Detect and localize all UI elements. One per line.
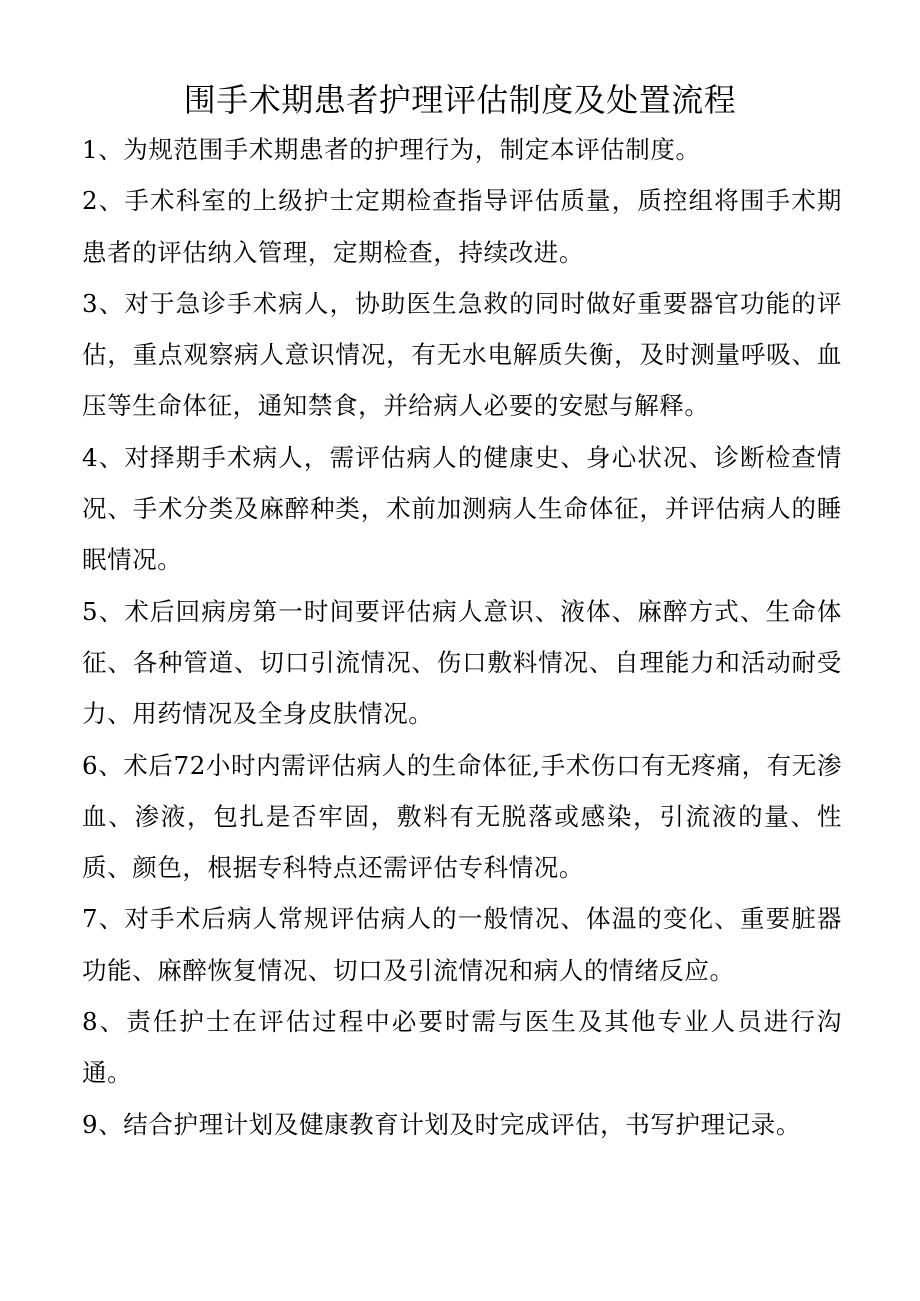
page-title: 围手术期患者护理评估制度及处置流程 <box>183 81 737 119</box>
regulation-item-2: 2、手术科室的上级护士定期检查指导评估质量，质控组将围手术期患者的评估纳入管理，定期检查，持续改进。 <box>82 186 842 267</box>
regulation-item-5: 5、术后回病房第一时间要评估病人意识、液体、麻醉方式、生命体征、各种管道、切口引流情况、伤口敷料情况、自理能力和活动耐受力、用药情况及全身皮肤情况。 <box>82 596 842 729</box>
regulation-item-4: 4、对择期手术病人，需评估病人的健康史、身心状况、诊断检查情况、手术分类及麻醉种类，术前加测病人生命体征，并评估病人的睡眠情况。 <box>82 442 842 575</box>
regulation-list <box>82 124 842 1150</box>
regulation-item-8: 8、责任护士在评估过程中必要时需与医生及其他专业人员进行沟通。 <box>82 1007 842 1088</box>
regulation-item-9: 9、结合护理计划及健康教育计划及时完成评估，书写护理记录。 <box>82 1109 801 1139</box>
regulation-item-6: 6、术后72小时内需评估病人的生命体征,手术伤口有无疼痛，有无渗血、渗液，包扎是否牢固，敷料有无脱落或感染，引流液的量、性质、颜色，根据专科特点还需评估专科情况。 <box>82 750 842 883</box>
regulation-item-1: 1、为规范围手术期患者的护理行为，制定本评估制度。 <box>82 135 701 164</box>
regulation-item-7: 7、对手术后病人常规评估病人的一般情况、体温的变化、重要脏器功能、麻醉恢复情况、切口及引流情况和病人的情绪反应。 <box>82 904 842 985</box>
regulation-item-3: 3、对于急诊手术病人，协助医生急救的同时做好重要器官功能的评估，重点观察病人意识情况，有无水电解质失衡，及时测量呼吸、血压等生命体征，通知禁食，并给病人必要的安慰与解释。 <box>82 288 842 421</box>
